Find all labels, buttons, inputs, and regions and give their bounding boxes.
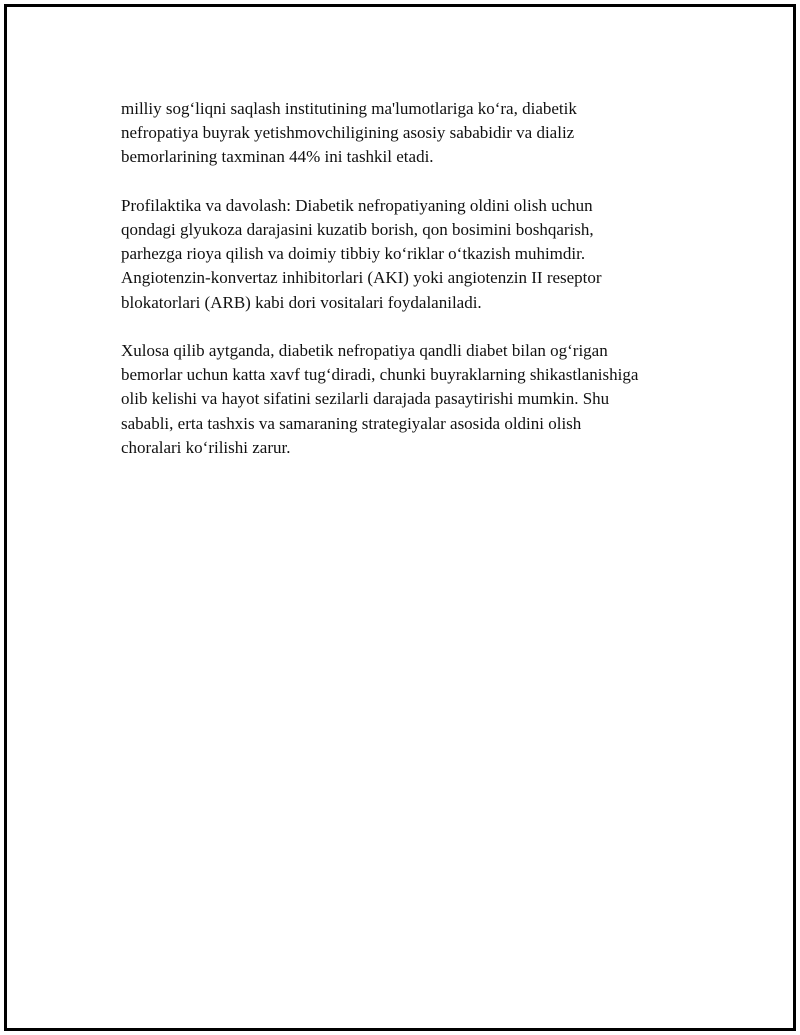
text-line: blokatorlari (ARB) kabi dori vositalari foydalaniladi. — [121, 292, 482, 312]
text-line: Xulosa qilib aytganda, diabetik nefropatiya qandli diabet bilan og‘rigan — [121, 341, 608, 360]
text-line: bemorlar uchun katta xavf tug‘diradi, chunki buyraklarning shikastlanishiga — [121, 365, 639, 385]
text-line: nefropatiya buyrak yetishmovchiligining asosiy sababidir va dializ — [121, 123, 575, 143]
text-line: milliy sog‘liqni saqlash institutining ma'lumotlariga ko‘ra, diabetik — [121, 99, 577, 118]
text-line: Profilaktika va davolash: Diabetik nefropatiyaning oldini olish uchun — [121, 195, 593, 215]
page-border — [4, 4, 796, 1031]
text-line: olib kelishi va hayot sifatini sezilarli darajada pasaytirishi mumkin. Shu — [121, 389, 610, 409]
text-line: sababli, erta tashxis va samaraning strategiyalar asosida oldini olish — [121, 413, 582, 433]
text-line: qondagi glyukoza darajasini kuzatib borish, qon bosimini boshqarish, — [121, 220, 594, 239]
text-line: choralari ko‘rilishi zarur. — [121, 437, 291, 457]
paragraph-conclusion — [121, 339, 721, 460]
text-line: Angiotenzin-konvertaz inhibitorlari (AKI) yoki angiotenzin II reseptor — [121, 268, 602, 288]
paragraph-statistics — [121, 97, 721, 170]
text-line: parhezga rioya qilish va doimiy tibbiy ko‘riklar o‘tkazish muhimdir. — [121, 244, 586, 264]
text-line: bemorlarining taxminan 44% ini tashkil etadi. — [121, 147, 434, 167]
paragraph-prevention-treatment — [121, 194, 721, 315]
document-body — [121, 97, 721, 484]
